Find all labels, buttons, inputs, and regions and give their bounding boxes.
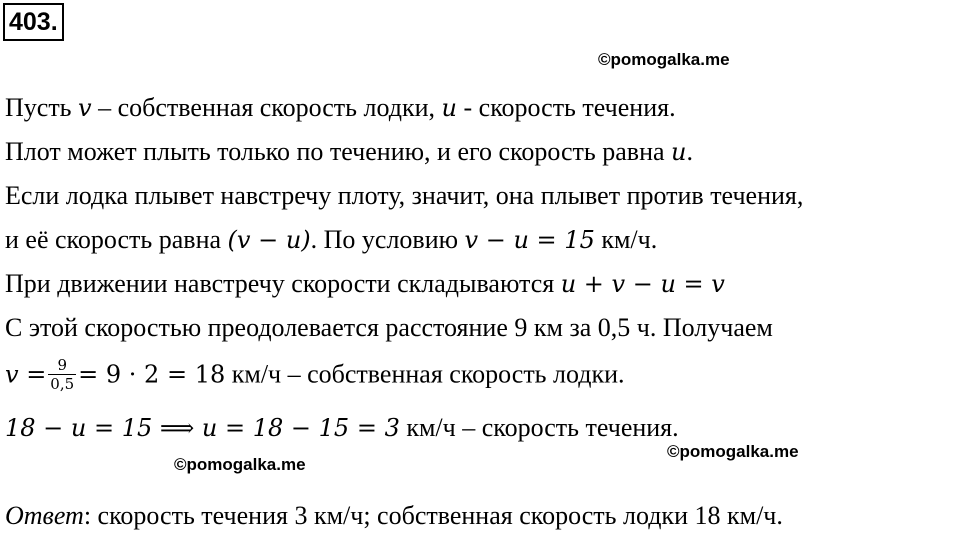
line2-text-b: . xyxy=(686,137,694,166)
watermark-bottom-left: ©pomogalka.me xyxy=(174,455,306,474)
watermark-top: ©pomogalka.me xyxy=(598,50,730,69)
var-v: v xyxy=(78,94,92,122)
fraction-numerator: 9 xyxy=(48,356,76,375)
line3-text: Если лодка плывет навстречу плоту, значит, она плывет против течения, xyxy=(5,181,804,210)
line7-text: км/ч – собственная скорость лодки. xyxy=(225,359,625,389)
math-equation-condition: v − u = 15 xyxy=(464,226,595,254)
task-number: 403. xyxy=(3,3,64,41)
line8-text: км/ч – скорость течения. xyxy=(399,413,679,442)
watermark-bottom-right: ©pomogalka.me xyxy=(667,442,799,461)
text-line-8 xyxy=(5,412,679,444)
answer-label: Ответ xyxy=(5,501,84,530)
math-expr-sum: u + v − u = v xyxy=(560,270,725,298)
line1-text-a: Пусть xyxy=(5,93,79,122)
text-line-6 xyxy=(5,312,773,344)
answer-text: : скорость течения 3 км/ч; собственная скорость лодки 18 км/ч. xyxy=(83,501,783,530)
text-line-1 xyxy=(5,92,676,124)
line1-text-c: - скорость течения. xyxy=(457,93,676,122)
answer-line xyxy=(5,500,783,532)
math-solution: 18 − u = 15 ⟹ u = 18 − 15 = 3 xyxy=(5,414,400,442)
text-line-5 xyxy=(5,268,725,300)
text-line-7 xyxy=(5,358,625,395)
line4-text-b: . По условию xyxy=(310,225,465,254)
fraction xyxy=(48,356,76,393)
var-u: u xyxy=(441,94,457,122)
math-lhs: v = xyxy=(5,360,47,389)
text-line-2 xyxy=(5,136,693,168)
text-line-3 xyxy=(5,180,803,212)
math-rhs: = 9 · 2 = 18 xyxy=(78,360,226,389)
line6-text: С этой скоростью преодолевается расстояние 9 км за 0,5 ч. Получаем xyxy=(5,313,773,342)
line2-text-a: Плот может плыть только по течению, и его скорость равна xyxy=(5,137,672,166)
line4-text-a: и её скорость равна xyxy=(5,225,228,254)
line5-text: При движении навстречу скорости складываются xyxy=(5,269,561,298)
math-expr-v-minus-u: (v − u) xyxy=(227,226,311,254)
line1-text-b: – собственная скорость лодки, xyxy=(91,93,442,122)
line4-text-c: км/ч. xyxy=(594,225,658,254)
text-line-4 xyxy=(5,224,657,256)
var-u: u xyxy=(671,138,687,166)
fraction-denominator: 0,5 xyxy=(50,375,75,393)
